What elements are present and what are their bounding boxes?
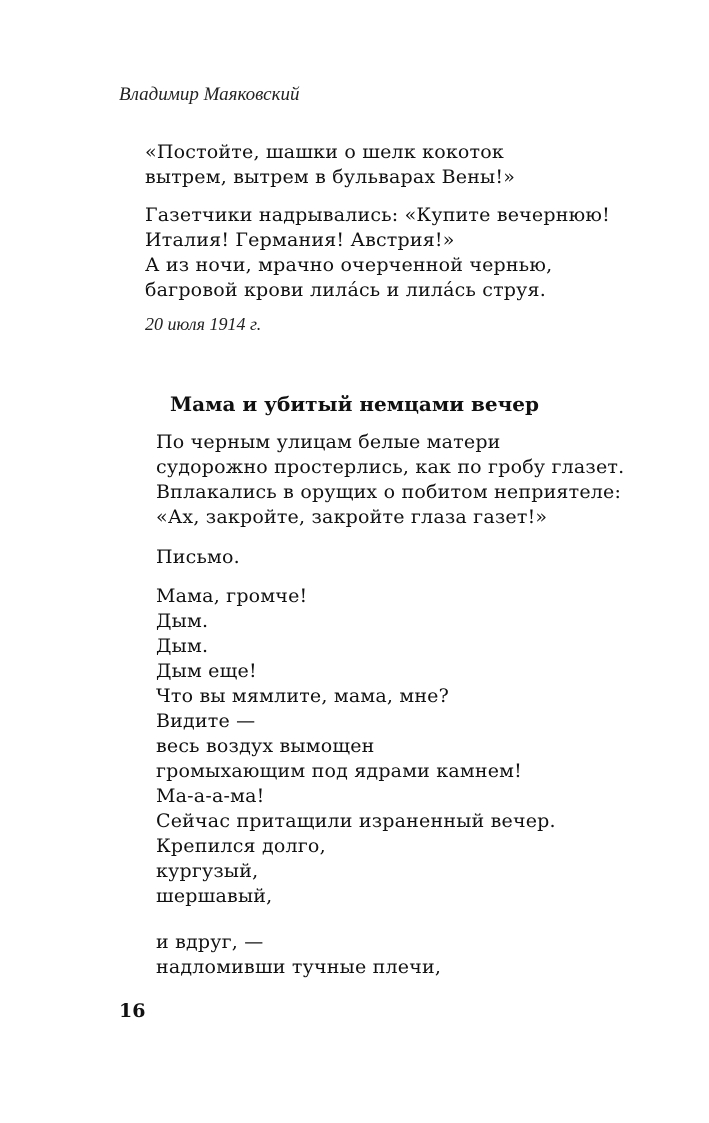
verse-line: шершавый,	[156, 885, 273, 907]
verse-line: Сейчас притащили израненный вечер.	[156, 810, 556, 832]
stanza	[156, 930, 441, 980]
verse-line: «Постойте, шашки о шелк кокоток	[145, 141, 504, 163]
verse-line: «Ах, закройте, закройте глаза газет!»	[156, 506, 548, 528]
verse-line: По черным улицам белые матери	[156, 431, 501, 453]
stanza	[156, 584, 556, 909]
stanza	[156, 545, 240, 570]
verse-line: вытрем, вытрем в бульварах Вены!»	[145, 166, 516, 188]
verse-line: Газетчики надрывались: «Купите вечернюю!	[145, 204, 610, 226]
verse-line: Видите —	[156, 710, 256, 732]
running-head: Владимир Маяковский	[119, 84, 300, 105]
verse-line: надломивши тучные плечи,	[156, 956, 442, 978]
verse-line: багровой крови лила́сь и лила́сь струя.	[145, 279, 546, 301]
stanza	[145, 140, 515, 190]
stanza	[145, 203, 610, 303]
verse-line: Мама, громче!	[156, 585, 308, 607]
verse-line: и вдруг, —	[156, 931, 264, 953]
poem-date: 20 июля 1914 г.	[145, 314, 262, 334]
verse-line: кургузый,	[156, 860, 259, 882]
verse-line: судорожно простерлись, как по гробу глазет.	[156, 456, 625, 478]
verse-line: А из ночи, мрачно очерченной чернью,	[145, 254, 553, 276]
verse-line: громыхающим под ядрами камнем!	[156, 760, 522, 782]
verse-line: весь воздух вымощен	[156, 735, 375, 757]
verse-line: Италия! Германия! Австрия!»	[145, 229, 455, 251]
verse-line: Дым еще!	[156, 660, 257, 682]
verse-line: Ма-а-а-ма!	[156, 785, 265, 807]
verse-line: Письмо.	[156, 546, 240, 568]
poem-title: Мама и убитый немцами вечер	[169, 392, 539, 416]
page-number: 16	[119, 1000, 146, 1022]
verse-line: Что вы мямлите, мама, мне?	[156, 685, 450, 707]
verse-line: Вплакались в орущих о побитом неприятеле:	[156, 481, 622, 503]
verse-line: Дым.	[156, 635, 209, 657]
verse-line: Дым.	[156, 610, 209, 632]
stanza	[156, 430, 624, 530]
verse-line: Крепился долго,	[156, 835, 326, 857]
